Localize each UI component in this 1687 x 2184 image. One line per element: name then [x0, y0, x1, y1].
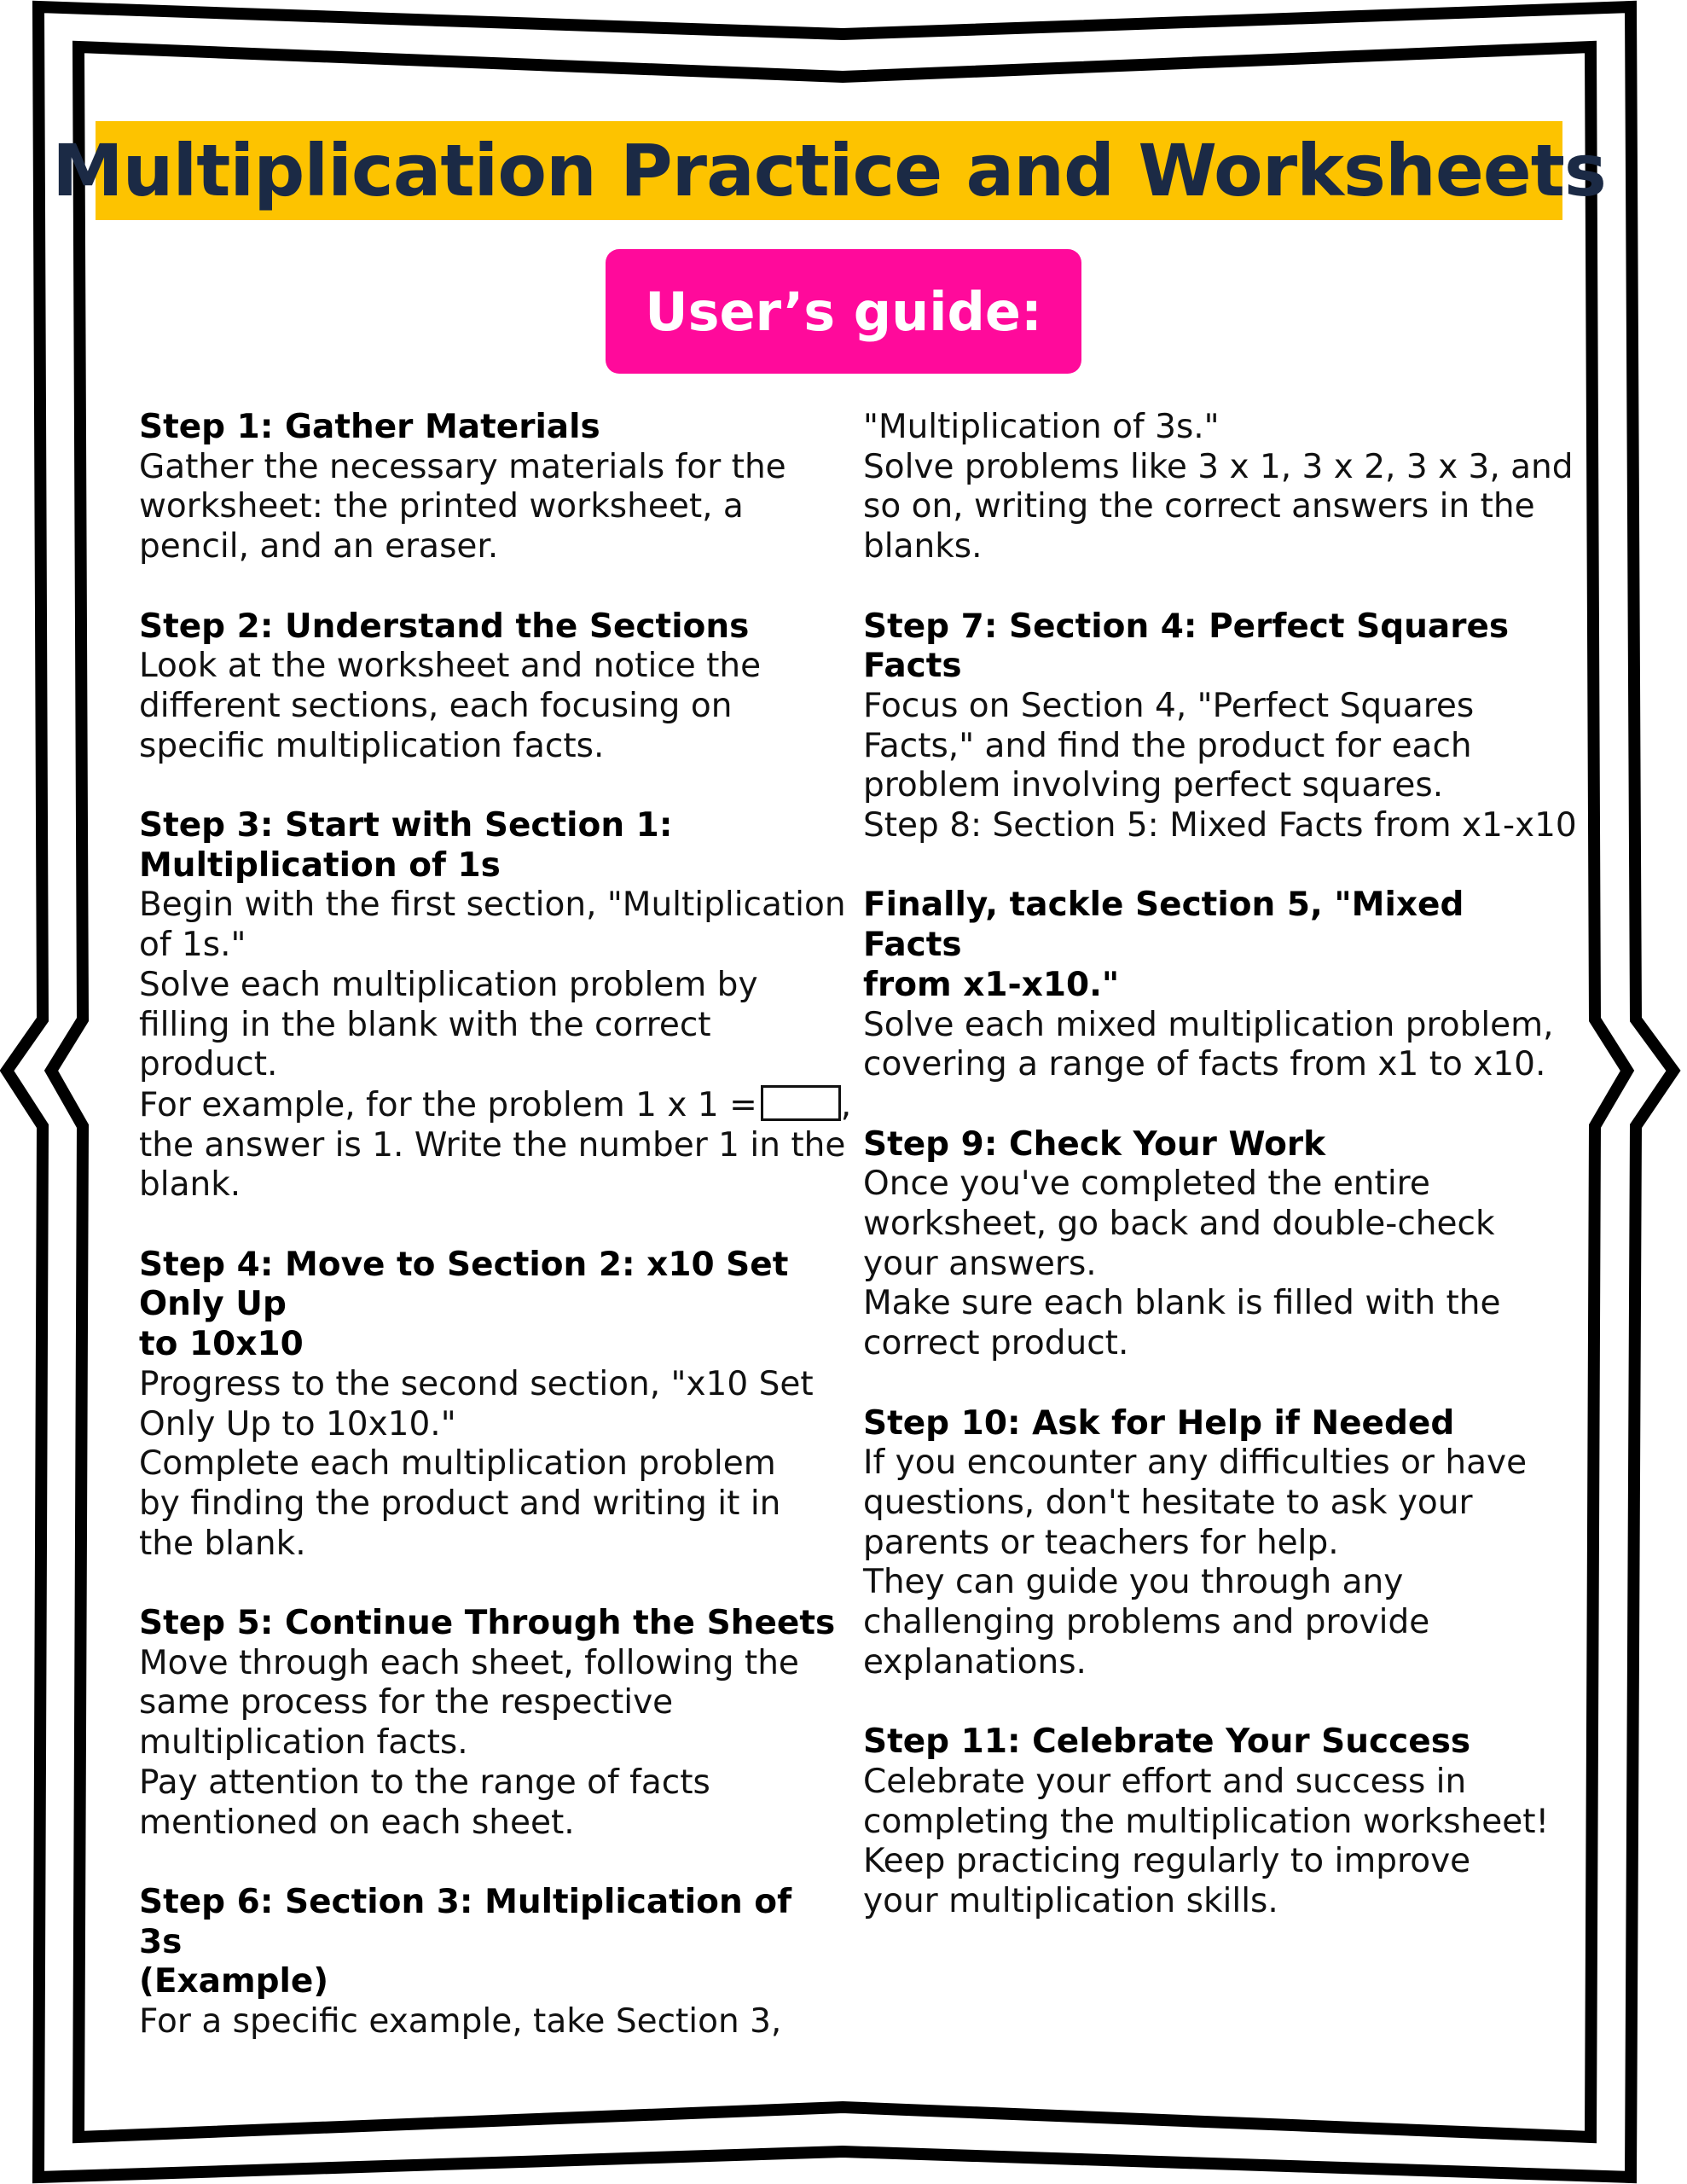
step-title: Finally, tackle Section 5, "Mixed Facts — [863, 886, 1464, 965]
example-line — [139, 1085, 852, 1126]
step-text-line: Step 8: Section 5: Mixed Facts from x1-x10 — [863, 806, 1577, 845]
step-text-line: same process for the respective — [139, 1683, 674, 1722]
step-text-line: multiplication facts. — [139, 1723, 468, 1763]
step-text-line: blank. — [139, 1165, 241, 1205]
step-text-line: completing the multiplication worksheet! — [863, 1802, 1550, 1841]
right-step-5 — [863, 1404, 1571, 1683]
step-text-line: questions, don't hesitate to ask your — [863, 1483, 1473, 1522]
step-text-line: your multiplication skills. — [863, 1881, 1278, 1920]
left-column — [139, 408, 852, 2082]
step-text-line: Gather the necessary materials for the — [139, 447, 786, 486]
right-step-3 — [863, 886, 1571, 1085]
step-text-line: Keep practicing regularly to improve — [863, 1842, 1471, 1881]
step-text-line: For a specific example, take Section 3, — [139, 2002, 782, 2042]
step-text-line: Facts," and find the product for each — [863, 726, 1472, 765]
step-text-line: product. — [139, 1045, 278, 1084]
step-text-line: Celebrate your effort and success in — [863, 1762, 1467, 1801]
step-title: Multiplication of 1s — [139, 845, 501, 885]
step-text-line: Solve each multiplication problem by — [139, 965, 758, 1004]
step-title: Step 9: Check Your Work — [863, 1124, 1326, 1164]
step-text-line: Make sure each blank is filled with the — [863, 1284, 1501, 1323]
left-step-4 — [139, 1246, 838, 1565]
left-step-2 — [139, 607, 838, 767]
step-text-line: different sections, each focusing on — [139, 686, 733, 725]
step-title: Step 6: Section 3: Multiplication of 3s — [139, 1882, 792, 1961]
step-text-line: worksheet, go back and double-check — [863, 1205, 1495, 1244]
answer-blank-box — [761, 1085, 841, 1121]
step-title: from x1-x10." — [863, 965, 1120, 1004]
left-step-3 — [139, 806, 852, 1205]
page-title: Multiplication Practice and Worksheets — [52, 129, 1606, 212]
step-text-line: Solve each mixed multiplication problem, — [863, 1005, 1554, 1044]
right-step-4 — [863, 1125, 1571, 1364]
right-column — [863, 408, 1577, 1961]
step-title: Step 11: Celebrate Your Success — [863, 1722, 1471, 1762]
left-step-5 — [139, 1604, 838, 1843]
step-text-line: Only Up to 10x10." — [139, 1404, 456, 1443]
left-step-1 — [139, 408, 838, 567]
step-title: Step 4: Move to Section 2: x10 Set Only Up — [139, 1245, 789, 1324]
step-text-line: worksheet: the printed worksheet, a — [139, 487, 744, 526]
step-text-line: Solve problems like 3 x 1, 3 x 2, 3 x 3, and — [863, 447, 1574, 486]
step-title: Step 1: Gather Materials — [139, 408, 600, 446]
step-text-line: correct product. — [863, 1324, 1129, 1363]
step-text-line: specific multiplication facts. — [139, 726, 605, 765]
example-text: For example, for the problem 1 x 1 = — [139, 1085, 757, 1124]
step-text-line: They can guide you through any — [863, 1563, 1404, 1602]
right-step-6 — [863, 1722, 1571, 1922]
step-text-line: Progress to the second section, "x10 Set — [139, 1364, 814, 1403]
step-text-line: challenging problems and provide — [863, 1603, 1430, 1642]
users-guide-badge — [606, 249, 1081, 374]
example-punct: , — [840, 1085, 852, 1124]
step-text-line: so on, writing the correct answers in the — [863, 487, 1535, 526]
step-text-line: mentioned on each sheet. — [139, 1803, 575, 1842]
step-title: Step 10: Ask for Help if Needed — [863, 1403, 1455, 1443]
step-text-line: blanks. — [863, 527, 983, 566]
step-text-line: Pay attention to the range of facts — [139, 1763, 710, 1802]
step-text-line: the answer is 1. Write the number 1 in the — [139, 1125, 846, 1165]
right-step-2 — [863, 607, 1577, 846]
step-text-line: filling in the blank with the correct — [139, 1005, 711, 1044]
step-text-line: of 1s." — [139, 926, 246, 965]
step-text-line: problem involving perfect squares. — [863, 766, 1444, 805]
step-text-line: Once you've completed the entire — [863, 1165, 1430, 1204]
step-text-line: the blank. — [139, 1524, 306, 1563]
step-text-line: Look at the worksheet and notice the — [139, 647, 762, 686]
step-title: Step 7: Section 4: Perfect Squares Facts — [863, 607, 1510, 686]
step-text-line: pencil, and an eraser. — [139, 527, 499, 566]
right-step-1 — [863, 408, 1574, 567]
step-text-line: Complete each multiplication problem — [139, 1444, 776, 1484]
step-text-line: explanations. — [863, 1642, 1087, 1682]
title-banner — [52, 121, 1606, 220]
users-guide-label: User’s guide: — [645, 280, 1042, 343]
step-title: Step 5: Continue Through the Sheets — [139, 1604, 836, 1643]
step-text-line: your answers. — [863, 1244, 1097, 1283]
step-text-line: Move through each sheet, following the — [139, 1643, 799, 1682]
step-text-line: If you encounter any difficulties or have — [863, 1443, 1528, 1483]
step-title: (Example) — [139, 1962, 329, 2001]
step-text-line: parents or teachers for help. — [863, 1523, 1339, 1562]
step-text-line: Begin with the first section, "Multiplication — [139, 886, 846, 925]
step-text-line: Focus on Section 4, "Perfect Squares — [863, 686, 1475, 725]
step-title: Step 2: Understand the Sections — [139, 607, 750, 646]
step-text-line: covering a range of facts from x1 to x10. — [863, 1045, 1546, 1084]
step-text-line: by finding the product and writing it in — [139, 1484, 781, 1523]
step-text-line: "Multiplication of 3s." — [863, 408, 1220, 446]
step-title: to 10x10 — [139, 1325, 304, 1364]
step-title: Step 3: Start with Section 1: — [139, 806, 673, 845]
left-step-6 — [139, 1883, 838, 2042]
